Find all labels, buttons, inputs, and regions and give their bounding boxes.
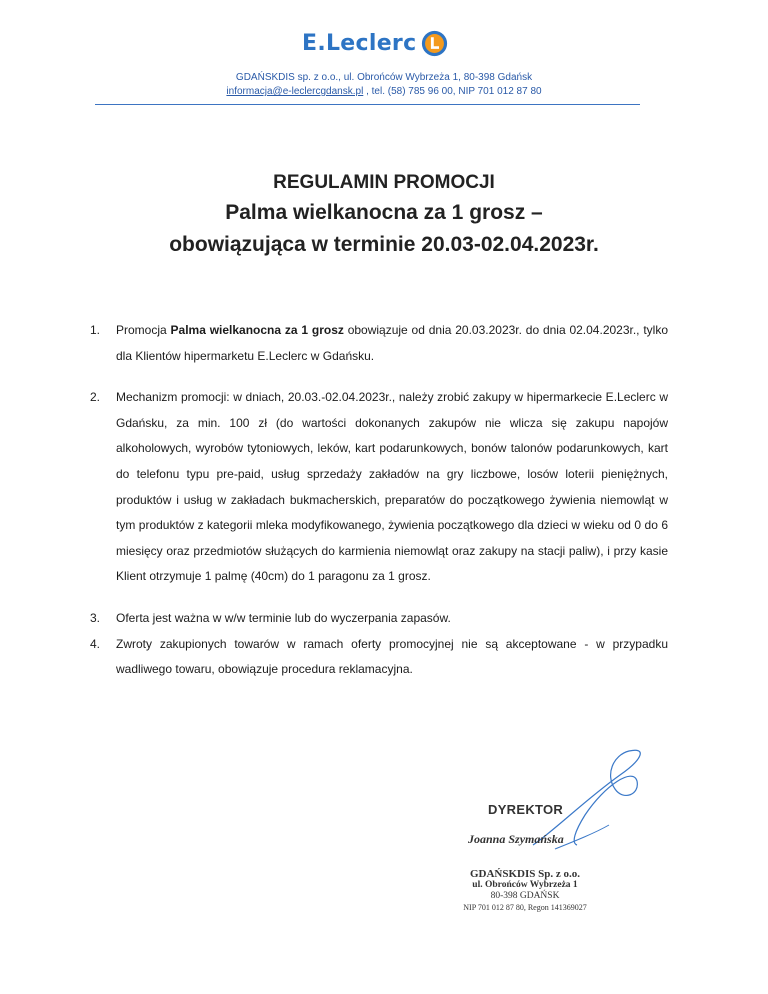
list-item <box>90 606 668 632</box>
stamp-street: ul. Obrońców Wybrzeża 1 <box>472 880 578 890</box>
list-item <box>90 385 668 590</box>
signature-name: Joanna Szymańska <box>468 832 564 846</box>
company-contact <box>0 85 768 99</box>
company-stamp <box>455 869 595 913</box>
stamp-nip: NIP 701 012 87 80, Regon 141369027 <box>463 903 587 912</box>
signature-block <box>455 745 655 985</box>
stamp-city: 80-398 GDAŃSK <box>490 891 560 901</box>
item-text: Zwroty zakupionych towarów w ramach oferty promocyjnej nie są akceptowane - w przypadku wadliwego towaru, obowiązuje procedura reklamacyjna. <box>116 636 668 677</box>
signature-role: DYREKTOR <box>488 802 564 817</box>
header-divider <box>95 104 640 105</box>
company-info <box>0 71 768 99</box>
list-item <box>90 632 668 683</box>
company-email-link[interactable]: informacja@e-leclercgdansk.pl <box>226 86 364 97</box>
item-text: Oferta jest ważna w w/w terminie lub do wyczerpania zapasów. <box>116 610 451 625</box>
company-phone-nip: , tel. (58) 785 96 00, NIP 701 012 87 80 <box>363 86 542 97</box>
item-text: Mechanizm promocji: w dniach, 20.03.-02.04.2023r., należy zrobić zakupy w hipermarkecie E.Leclerc w Gdańsku, za min. 100 zł (do wartości dokonanych zakupów nie wlicza się zakupu napojów alkoholowych, wyrobów tytoniowych, leków, kart podarunkowych, bonów talonów podarunkowych, kart do telefonu typu pre-paid, usług sprzedaży zakładów na gry liczbowe, losów loterii pieniężnych, produktów i usług w zakładach bukmacherskich, preparatów do początkowego żywienia niemowląt w tym produktów z kategorii mleka modyfikowanego, żywienia początkowego dla dzieci w wieku od 0 do 6 miesięcy oraz przedmiotów służących do karmienia niemowląt oraz zakupy na stacji paliw), i przy kasie Klient otrzymuje 1 palmę (40cm) do 1 paragonu za 1 grosz. <box>116 390 668 584</box>
item-number: 1. <box>90 323 101 337</box>
rules-list <box>90 318 668 699</box>
leclerc-logo-icon <box>421 30 448 57</box>
stamp-company: GDAŃSKDIS Sp. z o.o. <box>469 868 581 880</box>
title-promotion-name: Palma wielkanocna za 1 grosz – <box>225 201 543 224</box>
brand-logo <box>302 30 448 57</box>
company-address: GDAŃSKDIS sp. z o.o., ul. Obrońców Wybrzeża 1, 80-398 Gdańsk <box>235 72 533 83</box>
item-number: 3. <box>90 610 101 625</box>
item-number: 2. <box>90 390 101 405</box>
list-item <box>90 318 668 369</box>
item-number: 4. <box>90 636 101 651</box>
title-regulamin: REGULAMIN PROMOCJI <box>273 172 495 193</box>
document-title <box>0 168 768 261</box>
logo-text: E.Leclerc <box>302 31 417 56</box>
item-text: Promocja Palma wielkanocna za 1 grosz obowiązuje od dnia 20.03.2023r. do dnia 02.04.2023r., tylko dla Klientów hipermarketu E.Leclerc w Gdańsku. <box>116 323 669 363</box>
title-promotion-dates: obowiązująca w terminie 20.03-02.04.2023r. <box>169 233 599 256</box>
